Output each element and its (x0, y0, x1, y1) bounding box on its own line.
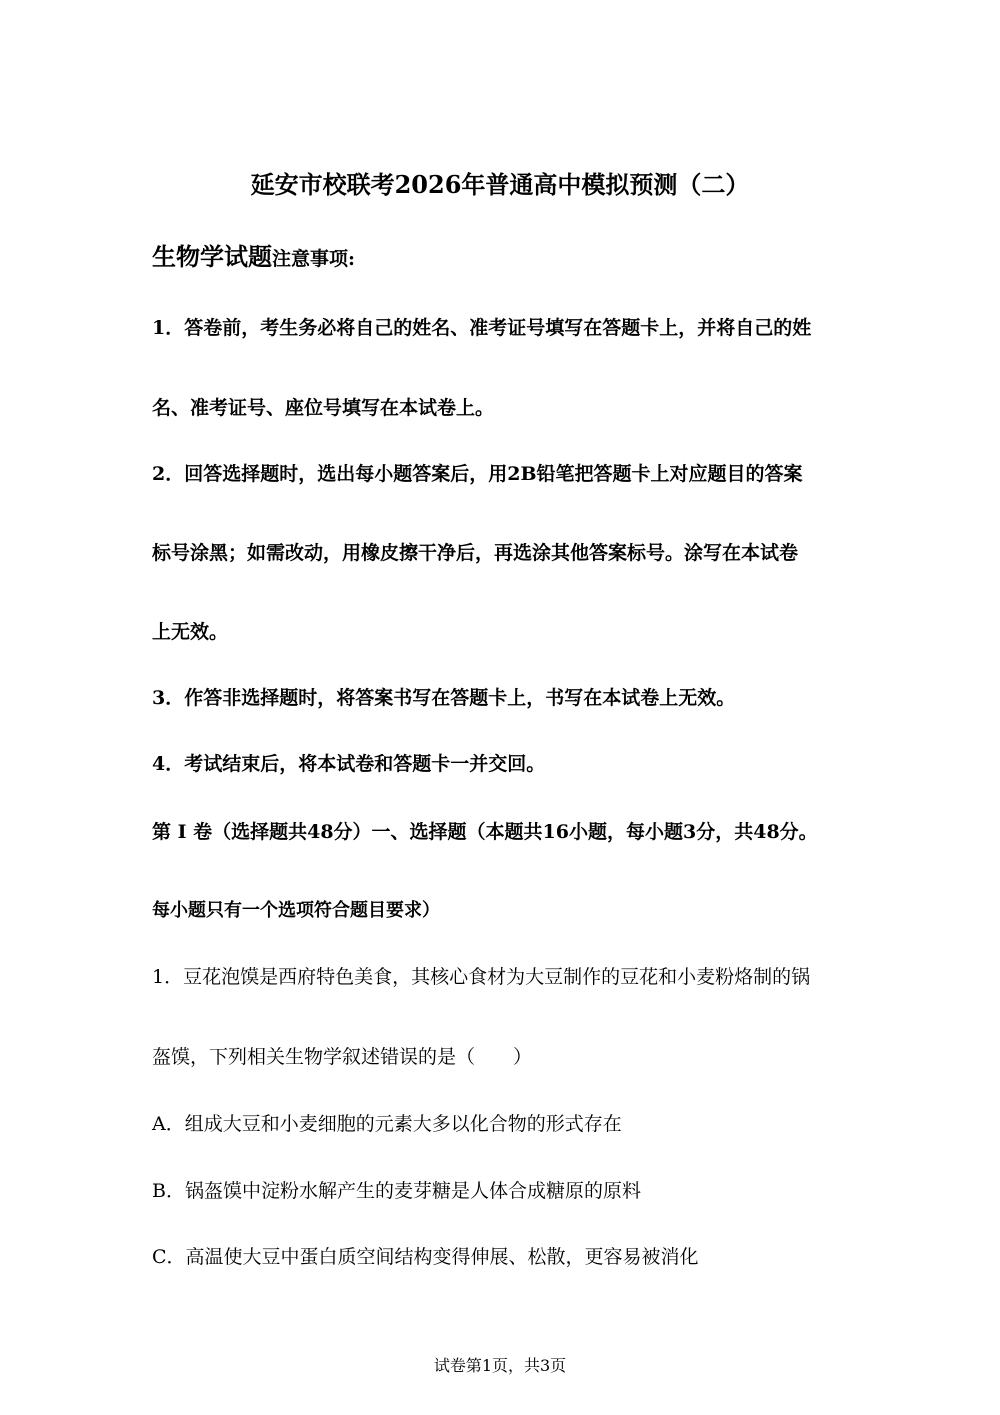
notice-line: 标号涂黑；如需改动，用橡皮擦干净后，再选涂其他答案标号。涂写在本试卷 (152, 542, 799, 564)
section-heading-cont: 每小题只有一个选项符合题目要求） (152, 900, 440, 921)
notice-line: 1．答卷前，考生务必将自己的姓名、准考证号填写在答题卡上，并将自己的姓 (152, 317, 812, 339)
question-stem: 盔馍，下列相关生物学叙述错误的是（ ） (152, 1046, 533, 1068)
notice-line: 4．考试结束后，将本试卷和答题卡一并交回。 (152, 753, 546, 775)
notice-line: 上无效。 (152, 621, 229, 643)
question-stem: 1．豆花泡馍是西府特色美食，其核心食材为大豆制作的豆花和小麦粉烙制的锅 (152, 966, 811, 988)
notice-line: 3．作答非选择题时，将答案书写在答题卡上，书写在本试卷上无效。 (152, 687, 736, 709)
subject-line (152, 240, 852, 276)
notice-line: 名、准考证号、座位号填写在本试卷上。 (152, 397, 495, 419)
option-c: C．高温使大豆中蛋白质空间结构变得伸展、松散，更容易被消化 (152, 1246, 699, 1268)
page-footer: 试卷第1页，共3页 (433, 1356, 567, 1375)
option-a: A．组成大豆和小麦细胞的元素大多以化合物的形式存在 (152, 1113, 622, 1135)
exam-title: 延安市校联考2026年普通高中模拟预测（二） (250, 170, 750, 199)
subject-title: 生物学试题 (152, 243, 272, 271)
notice-line: 2．回答选择题时，选出每小题答案后，用2B铅笔把答题卡上对应题目的答案 (152, 463, 803, 485)
notice-heading: 注意事项: (272, 248, 356, 270)
section-heading: 第 I 卷（选择题共48分）一、选择题（本题共16小题，每小题3分，共48分。 (152, 821, 818, 843)
option-b: B．锅盔馍中淀粉水解产生的麦芽糖是人体合成糖原的原料 (152, 1180, 641, 1202)
